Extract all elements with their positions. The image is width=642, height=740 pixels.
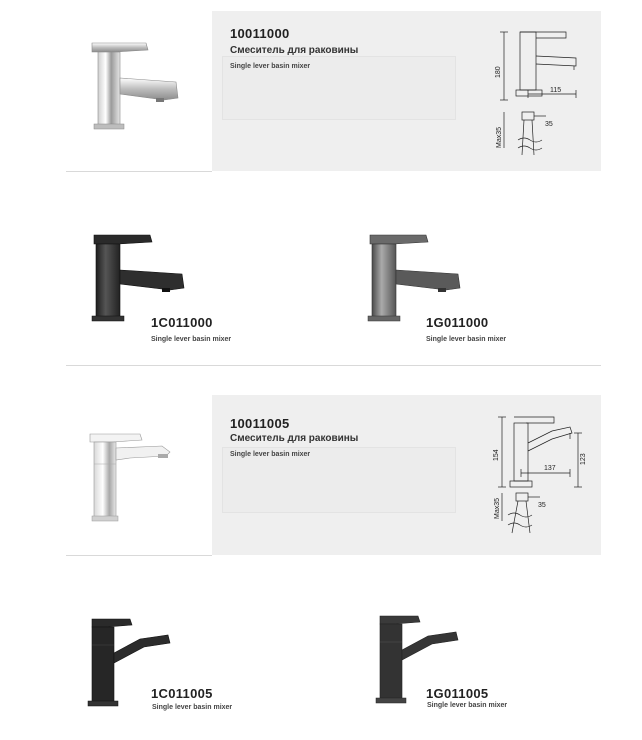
variant1-gunmetal-faucet-image: [366, 230, 466, 325]
variant2-black-code: 1C011005: [151, 686, 213, 701]
product2-technical-drawing: [486, 413, 596, 543]
product2-code: 10011005: [230, 416, 290, 431]
product1-faucet-image: [84, 38, 184, 133]
variant2-black-subtitle: Single lever basin mixer: [152, 704, 233, 711]
variant2-gunmetal-code: 1G011005: [426, 686, 489, 701]
variant1-black-faucet-image: [90, 230, 190, 325]
product1-technical-drawing: [490, 30, 590, 165]
product2-dim-hole: 35: [538, 502, 546, 509]
product2-dim-spout-height: 123: [580, 453, 587, 465]
product2-divider: [66, 555, 212, 556]
product1-title: Смеситель для раковины: [230, 45, 359, 56]
variant1-black-subtitle: Single lever basin mixer: [151, 336, 232, 343]
variant2-gunmetal-subtitle: Single lever basin mixer: [427, 702, 508, 709]
variant1-gunmetal-subtitle: Single lever basin mixer: [426, 336, 507, 343]
variant1-black-code: 1C011000: [151, 315, 213, 330]
product2-dim-max: Max35: [494, 497, 501, 519]
product1-code: 10011000: [230, 26, 290, 41]
product2-subtitle: Single lever basin mixer: [230, 451, 311, 458]
product2-title: Смеситель для раковины: [230, 433, 359, 444]
product1-subtitle: Single lever basin mixer: [230, 63, 311, 70]
section-divider: [66, 365, 601, 366]
product1-dim-hole: 35: [545, 121, 553, 128]
product1-dim-reach: 115: [550, 87, 562, 94]
product1-dim-max: Max35: [496, 126, 503, 148]
product2-faucet-image: [86, 430, 186, 525]
product2-dim-height: 154: [493, 449, 500, 461]
product1-dim-height: 180: [495, 66, 502, 78]
product2-dim-reach: 137: [544, 465, 556, 472]
product1-divider: [66, 171, 212, 172]
variant1-gunmetal-code: 1G011000: [426, 315, 489, 330]
